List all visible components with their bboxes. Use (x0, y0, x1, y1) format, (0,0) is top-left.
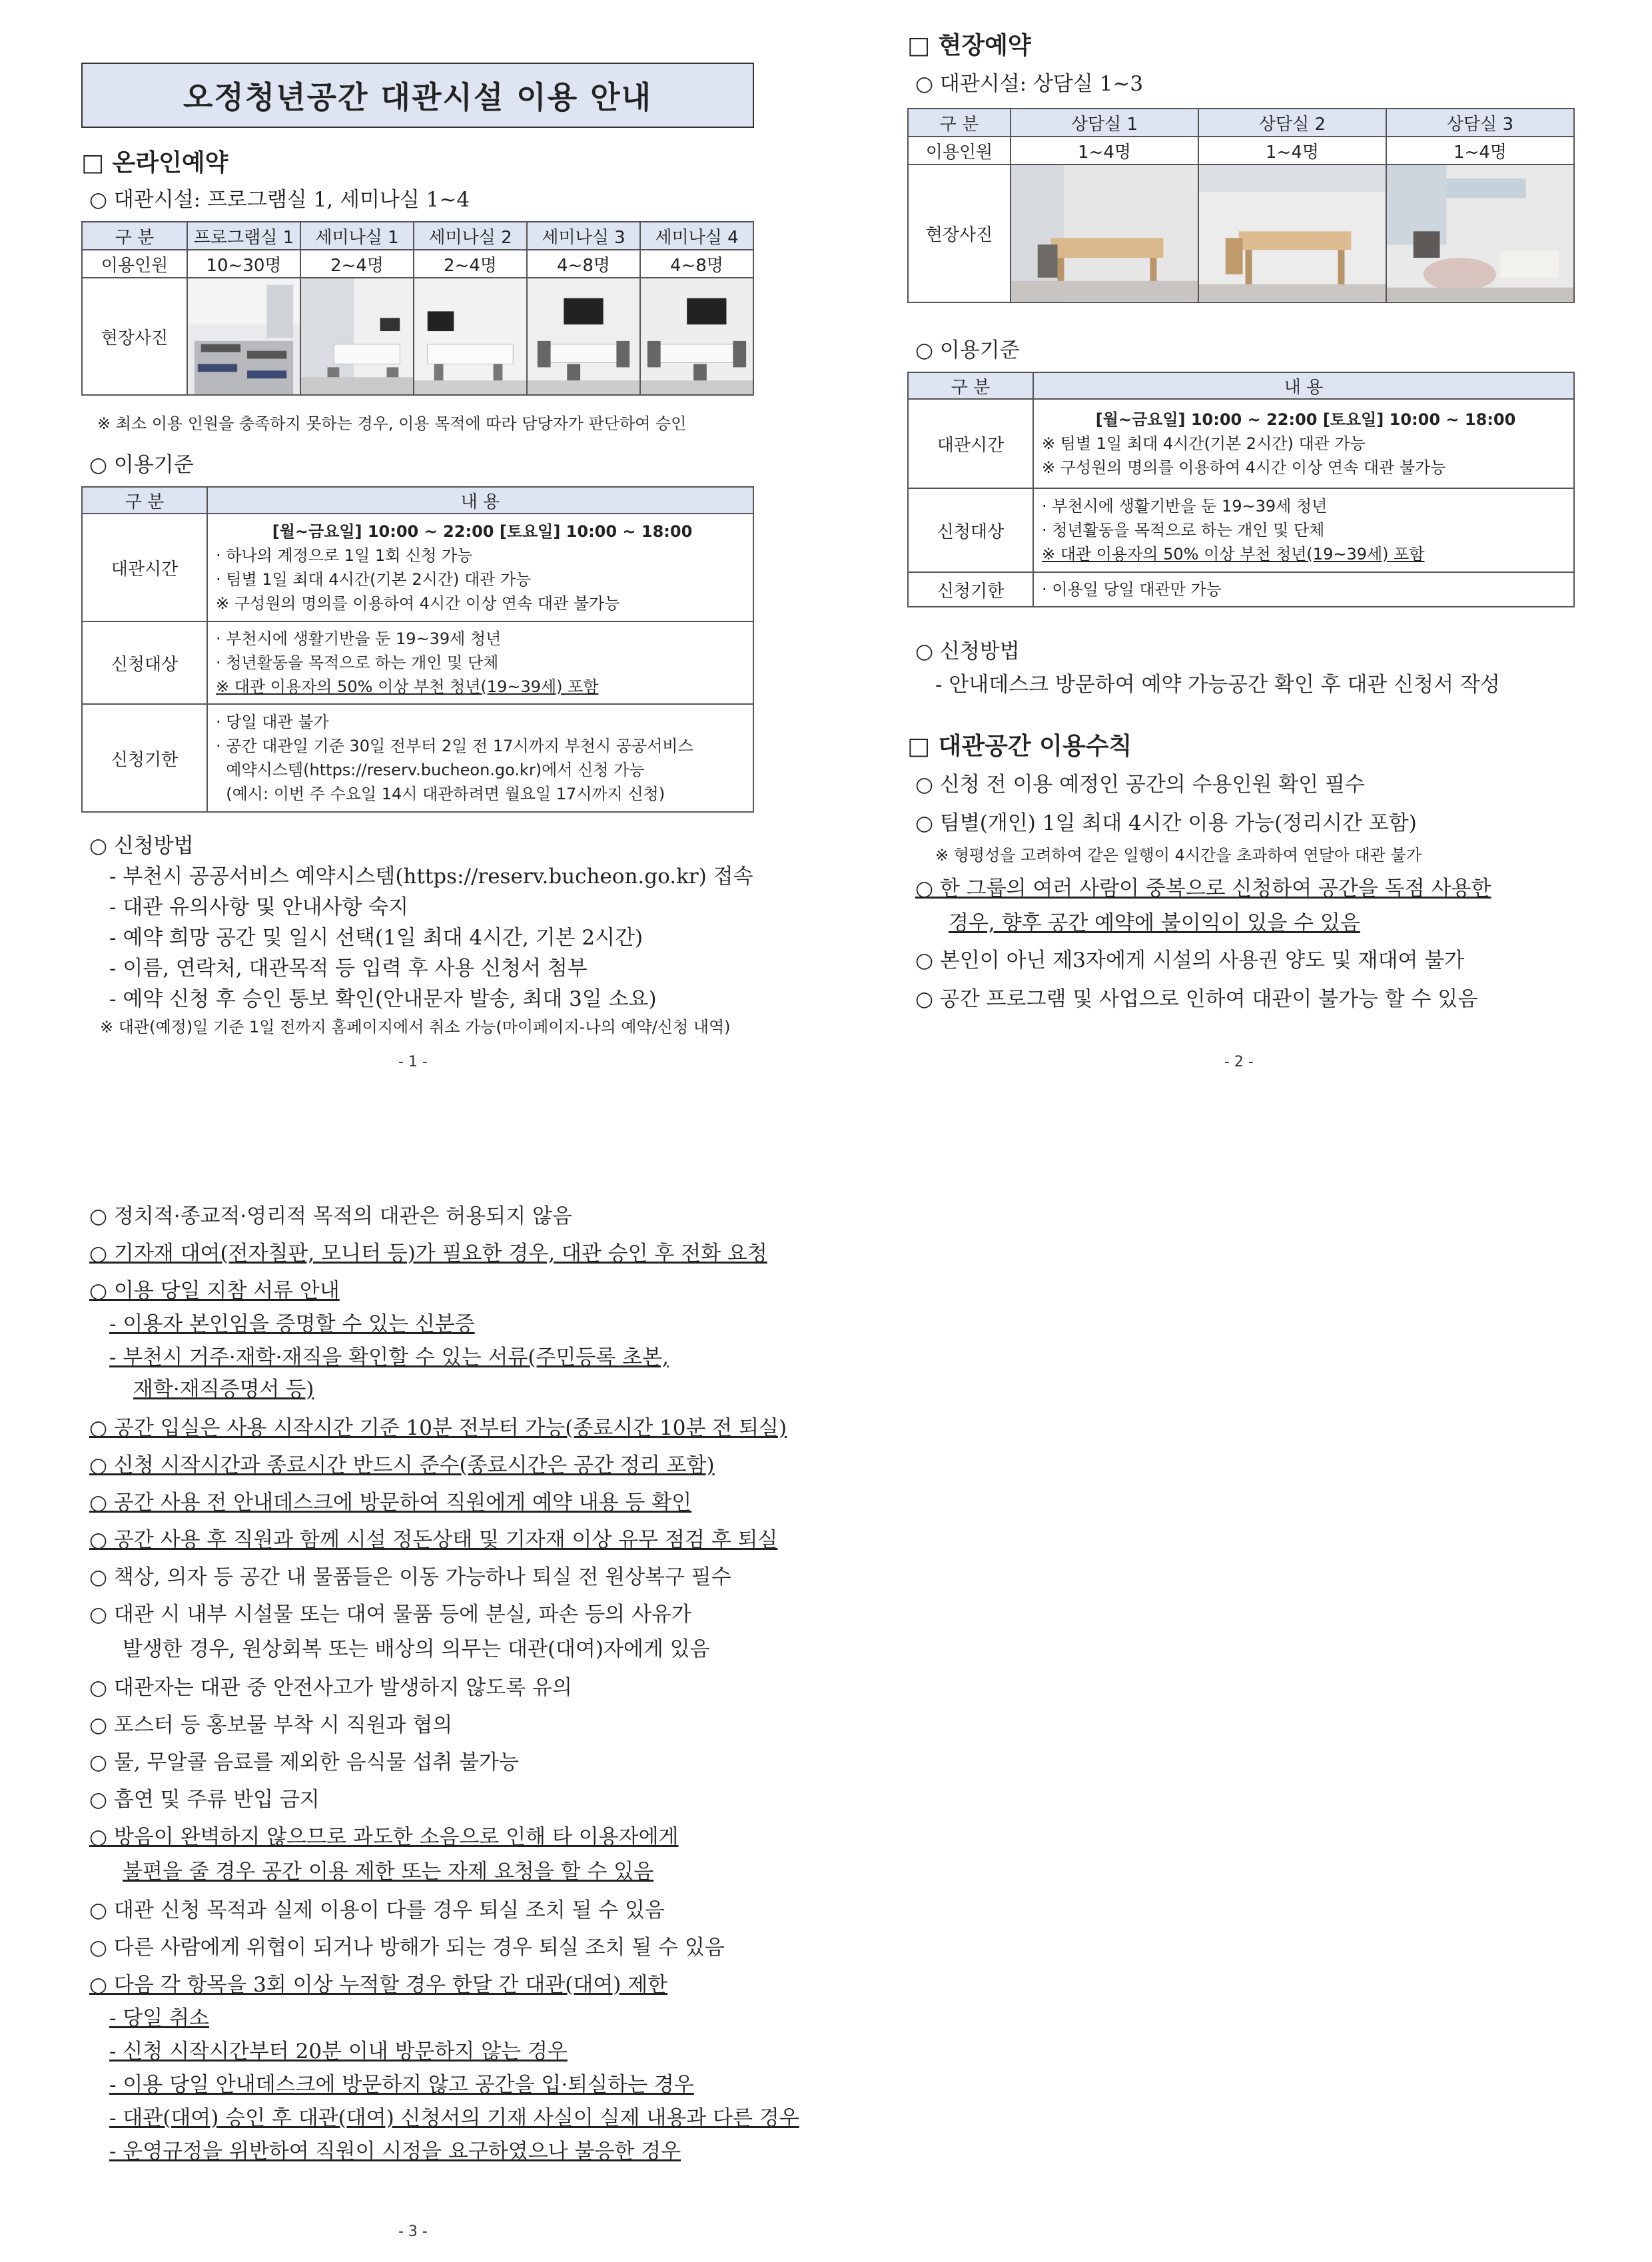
criteria-col1-header: 구 분 (908, 372, 1033, 399)
cancel-note: ※ 대관(예정)일 기준 1일 전까지 홈페이지에서 취소 가능(마이페이지-나의 예약/신청 내역) (100, 1018, 731, 1036)
rule-line: 경우, 향후 공간 예약에 불이익이 있을 수 있음 (949, 911, 1360, 935)
rule-line: ○ 공간 사용 후 직원과 함께 시설 정돈상태 및 기자재 이상 유무 점검 후 퇴실 (89, 1528, 778, 1552)
room-capacity: 4~8명 (640, 250, 753, 278)
criteria-col2-header: 내 용 (1033, 372, 1574, 399)
photo-label: 현장사진 (908, 165, 1011, 302)
hours-text: [월~금요일] 10:00 ~ 22:00 [토요일] 10:00 ~ 18:00 (1095, 410, 1516, 429)
room-capacity: 4~8명 (527, 250, 640, 278)
room-name: 세미나실 4 (640, 222, 753, 250)
rule-line: ○ 공간 입실은 사용 시작시간 기준 10분 전부터 가능(종료시간 10분 전 퇴실) (89, 1416, 787, 1440)
criteria-row-label: 신청대상 (82, 621, 207, 704)
criteria-text: ※ 대관 이용자의 50% 이상 부천 청년(19~39세) 포함 (216, 677, 599, 696)
criteria-text: · 이용일 당일 대관만 가능 (1042, 580, 1222, 599)
rule-line: 불편을 줄 경우 공간 이용 제한 또는 자제 요청을 할 수 있음 (123, 1860, 654, 1884)
method-item: - 이름, 연락처, 대관목적 등 입력 후 사용 신청서 첨부 (109, 956, 588, 980)
rule-line: ○ 포스터 등 홍보물 부착 시 직원과 협의 (89, 1713, 453, 1737)
onsite-facilities-line: ○ 대관시설: 상담실 1~3 (915, 72, 1144, 96)
rule-note: ※ 형평성을 고려하여 같은 일행이 4시간을 초과하여 연달아 대관 불가 (935, 846, 1422, 865)
criteria-text: · 공간 대관일 기준 30일 전부터 2일 전 17시까지 부천시 공공서비스 (216, 737, 693, 755)
criteria-text: ※ 구성원의 명의를 이용하여 4시간 이상 연속 대관 불가능 (1042, 458, 1446, 477)
criteria-text: ※ 팀별 1일 최대 4시간(기본 2시간) 대관 가능 (1042, 434, 1366, 453)
photo-label: 현장사진 (82, 278, 187, 395)
room-photo (300, 278, 414, 395)
rule-line: ○ 다른 사람에게 위협이 되거나 방해가 되는 경우 퇴실 조치 될 수 있음 (89, 1936, 725, 1960)
page-number: - 2 - (1224, 1054, 1254, 1070)
criteria-text: · 팀별 1일 최대 4시간(기본 2시간) 대관 가능 (216, 570, 532, 589)
room-capacity: 2~4명 (300, 250, 414, 278)
criteria-text: · 당일 대관 불가 (216, 713, 329, 731)
criteria-text: · 청년활동을 목적으로 하는 개인 및 단체 (216, 653, 499, 672)
criteria-text: · 청년활동을 목적으로 하는 개인 및 단체 (1042, 521, 1325, 540)
criteria-text: ※ 대관 이용자의 50% 이상 부천 청년(19~39세) 포함 (1042, 545, 1425, 564)
criteria-row-content (207, 621, 753, 704)
hours-text: [월~금요일] 10:00 ~ 22:00 [토요일] 10:00 ~ 18:00 (272, 522, 693, 541)
criteria-row-label: 신청대상 (908, 488, 1033, 572)
min-users-note: ※ 최소 이용 인원을 충족하지 못하는 경우, 이용 목적에 따라 담당자가 판단하여 승인 (97, 414, 687, 433)
rule-line: ○ 방음이 완벽하지 않으므로 과도한 소음으로 인해 타 이용자에게 (89, 1825, 679, 1849)
criteria-row-label: 신청기한 (908, 572, 1033, 607)
method-item: - 예약 신청 후 승인 통보 확인(안내문자 발송, 최대 3일 소요) (109, 987, 657, 1011)
page-number: - 3 - (398, 2223, 428, 2240)
room-capacity: 1~4명 (1198, 137, 1386, 165)
rule-subitem: - 이용 당일 안내데스크에 방문하지 않고 공간을 입·퇴실하는 경우 (109, 2073, 694, 2097)
rule-line: ○ 본인이 아닌 제3자에게 시설의 사용권 양도 및 재대여 불가 (915, 948, 1465, 972)
onsite-rooms-table (907, 108, 1575, 303)
room-photo (1198, 165, 1386, 302)
rule-line: ○ 신청 시작시간과 종료시간 반드시 준수(종료시간은 공간 정리 포함) (89, 1453, 715, 1477)
rule-line: ○ 공간 프로그램 및 사업으로 인하여 대관이 불가능 할 수 있음 (915, 987, 1478, 1011)
criteria-text: · 부천시에 생활기반을 둔 19~39세 청년 (216, 629, 502, 648)
criteria-row-label: 신청기한 (82, 704, 207, 812)
room-capacity: 1~4명 (1011, 137, 1198, 165)
room-photo (187, 278, 300, 395)
online-rooms-table (81, 221, 754, 396)
criteria-row-content (207, 704, 753, 812)
method-item: - 예약 희망 공간 및 일시 선택(1일 최대 4시간, 기본 2시간) (109, 926, 643, 950)
onsite-reservation-heading: □ 현장예약 (907, 32, 1031, 59)
room-name: 세미나실 1 (300, 222, 414, 250)
rule-subitem: - 신청 시작시간부터 20분 이내 방문하지 않는 경우 (109, 2040, 568, 2064)
criteria-col1-header: 구 분 (82, 487, 207, 514)
rule-line: 발생한 경우, 원상회복 또는 배상의 의무는 대관(대여)자에게 있음 (123, 1637, 710, 1661)
rule-subitem: - 운영규정을 위반하여 직원이 시정을 요구하였으나 불응한 경우 (109, 2139, 681, 2163)
onsite-criteria-table (907, 372, 1575, 607)
rule-line: ○ 대관 신청 목적과 실제 이용이 다를 경우 퇴실 조치 될 수 있음 (89, 1898, 665, 1922)
criteria-line: ○ 이용기준 (915, 338, 1020, 362)
rule-line: ○ 공간 사용 전 안내데스크에 방문하여 직원에게 예약 내용 등 확인 (89, 1491, 692, 1515)
rule-line: ○ 이용 당일 지참 서류 안내 (89, 1279, 340, 1303)
capacity-label: 이용인원 (908, 137, 1011, 165)
room-capacity: 10~30명 (187, 250, 300, 278)
room-photo (1011, 165, 1198, 302)
document-title: 오정청년공간 대관시설 이용 안내 (81, 63, 754, 128)
criteria-text: (예시: 이번 주 수요일 14시 대관하려면 월요일 17시까지 신청) (216, 785, 665, 803)
criteria-col2-header: 내 용 (207, 487, 753, 514)
online-criteria-table (81, 486, 754, 813)
room-name: 상담실 1 (1011, 109, 1198, 137)
table-header-label: 구 분 (82, 222, 187, 250)
room-photo (414, 278, 527, 395)
room-photo (1386, 165, 1574, 302)
rule-subitem: - 부천시 거주·재학·재직을 확인할 수 있는 서류(주민등록 초본, (109, 1345, 669, 1369)
rule-line: ○ 기자재 대여(전자칠판, 모니터 등)가 필요한 경우, 대관 승인 후 전화 요청 (89, 1242, 767, 1266)
usage-rules-heading: □ 대관공간 이용수칙 (907, 733, 1132, 760)
rule-line: ○ 신청 전 이용 예정인 공간의 수용인원 확인 필수 (915, 773, 1365, 797)
method-item: - 안내데스크 방문하여 예약 가능공간 확인 후 대관 신청서 작성 (935, 673, 1500, 697)
criteria-row-content (1033, 488, 1574, 572)
rule-line: ○ 대관 시 내부 시설물 또는 대여 물품 등에 분실, 파손 등의 사유가 (89, 1603, 691, 1627)
rule-line: ○ 다음 각 항목을 3회 이상 누적할 경우 한달 간 대관(대여) 제한 (89, 1973, 668, 1997)
room-name: 프로그램실 1 (187, 222, 300, 250)
rule-line: ○ 흡연 및 주류 반입 금지 (89, 1788, 320, 1812)
reservation-link-text[interactable]: 예약시스템(https://reserv.bucheon.go.kr)에서 신청 가능 (216, 761, 645, 779)
rule-subitem: - 당일 취소 (109, 2006, 209, 2030)
criteria-row-content (207, 514, 753, 621)
table-header-label: 구 분 (908, 109, 1011, 137)
rule-line: ○ 한 그룹의 여러 사람이 중복으로 신청하여 공간을 독점 사용한 (915, 877, 1491, 901)
room-photo (527, 278, 640, 395)
method-line: ○ 신청방법 (915, 639, 1020, 663)
criteria-row-content (1033, 572, 1574, 607)
criteria-row-label: 대관시간 (908, 399, 1033, 488)
method-item-link[interactable]: - 부천시 공공서비스 예약시스템(https://reserv.bucheon.go.kr) 접속 (109, 865, 753, 889)
criteria-text: · 하나의 계정으로 1일 1회 신청 가능 (216, 546, 473, 565)
room-name: 세미나실 3 (527, 222, 640, 250)
rule-subitem: - 이용자 본인임을 증명할 수 있는 신분증 (109, 1312, 475, 1336)
criteria-row-label: 대관시간 (82, 514, 207, 621)
capacity-label: 이용인원 (82, 250, 187, 278)
rule-line: ○ 물, 무알콜 음료를 제외한 음식물 섭취 불가능 (89, 1750, 519, 1774)
room-capacity: 1~4명 (1386, 137, 1574, 165)
online-reservation-heading: □ 온라인예약 (81, 149, 228, 177)
criteria-text: ※ 구성원의 명의를 이용하여 4시간 이상 연속 대관 불가능 (216, 594, 620, 613)
method-line: ○ 신청방법 (89, 834, 194, 858)
rule-line: ○ 대관자는 대관 중 안전사고가 발생하지 않도록 유의 (89, 1676, 572, 1700)
rule-subitem: 재학·재직증명서 등) (133, 1377, 314, 1401)
room-name: 상담실 2 (1198, 109, 1386, 137)
criteria-text: · 부천시에 생활기반을 둔 19~39세 청년 (1042, 497, 1328, 516)
criteria-line: ○ 이용기준 (89, 453, 194, 477)
criteria-row-content (1033, 399, 1574, 488)
rule-line: ○ 책상, 의자 등 공간 내 물품들은 이동 가능하나 퇴실 전 원상복구 필수 (89, 1565, 731, 1589)
method-item: - 대관 유의사항 및 안내사항 숙지 (109, 895, 409, 919)
room-photo (640, 278, 753, 395)
online-facilities-line: ○ 대관시설: 프로그램실 1, 세미나실 1~4 (89, 188, 470, 212)
room-capacity: 2~4명 (414, 250, 527, 278)
page-number: - 1 - (398, 1054, 428, 1070)
room-name: 상담실 3 (1386, 109, 1574, 137)
rule-line: ○ 팀별(개인) 1일 최대 4시간 이용 가능(정리시간 포함) (915, 811, 1417, 835)
room-name: 세미나실 2 (414, 222, 527, 250)
rule-line: ○ 정치적·종교적·영리적 목적의 대관은 허용되지 않음 (89, 1204, 572, 1228)
rule-subitem: - 대관(대여) 승인 후 대관(대여) 신청서의 기재 사실이 실제 내용과 다른 경우 (109, 2106, 799, 2130)
